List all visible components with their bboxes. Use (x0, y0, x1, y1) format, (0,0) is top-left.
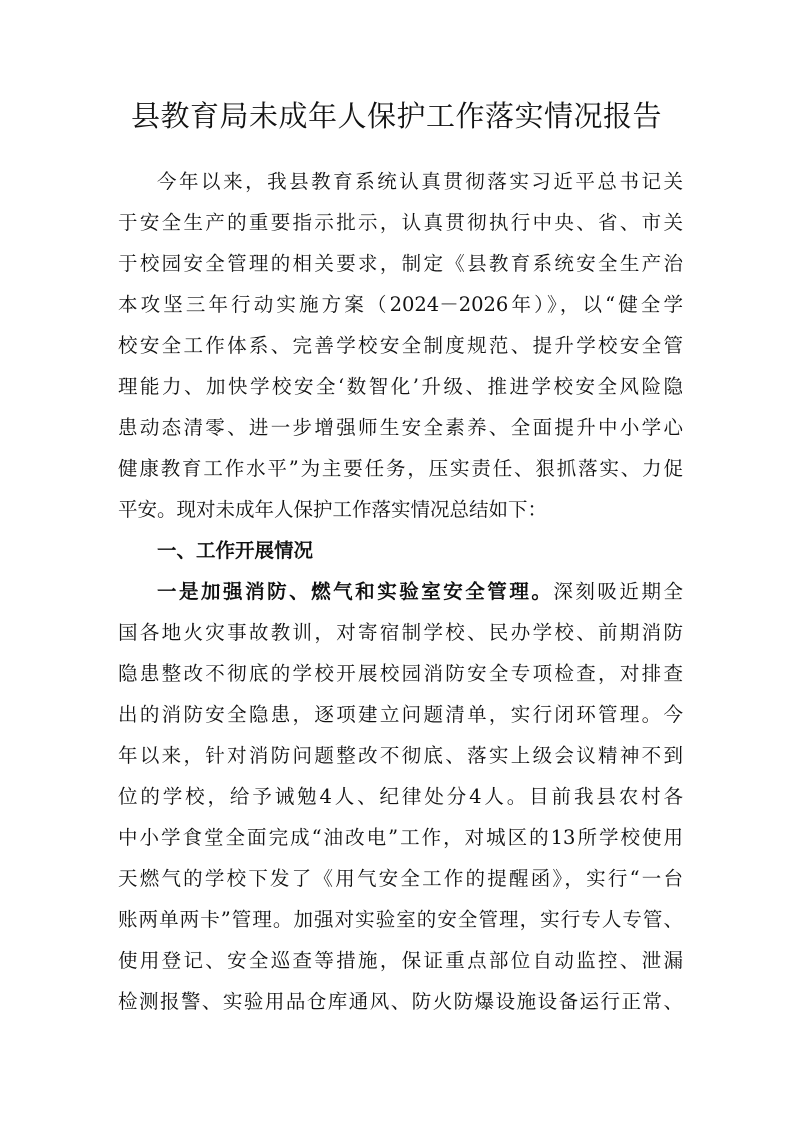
paragraph-line: 账两单两卡”管理。加强对实验室的安全管理，实行专人专管、 (118, 908, 683, 931)
paragraph-line: 今年以来，我县教育系统认真贯彻落实习近平总书记关 (157, 170, 683, 193)
paragraph-line (118, 571, 683, 612)
paragraph-line: 患动态清零、进一步增强师生安全素养、全面提升中小学心 (118, 416, 683, 439)
paragraph-line: 隐患整改不彻底的学校开展校园消防安全专项检查，对排查 (118, 662, 683, 685)
paragraph-line: 天燃气的学校下发了《用气安全工作的提醒函》，实行“一台 (118, 867, 683, 890)
paragraph-line: 健康教育工作水平”为主要任务，压实责任、狠抓落实、力促 (118, 457, 683, 480)
document-title: 县教育局未成年人保护工作落实情况报告 (130, 99, 662, 133)
paragraph-line: 平安。现对未成年人保护工作落实情况总结如下： (118, 498, 548, 521)
paragraph-line: 于安全生产的重要指示批示，认真贯彻执行中央、省、市关 (118, 211, 683, 234)
paragraph-line: 出的消防安全隐患，逐项建立问题清单，实行闭环管理。今 (118, 703, 683, 726)
section-heading: 一、工作开展情况 (157, 539, 314, 562)
paragraph-line: 理能力、加快学校安全‘数智化’升级、推进学校安全风险隐 (118, 375, 683, 398)
paragraph-line: 校安全工作体系、完善学校安全制度规范、提升学校安全管 (118, 334, 683, 357)
paragraph-line: 中小学食堂全面完成“油改电”工作，对城区的13所学校使用 (118, 826, 683, 849)
paragraph-line: 于校园安全管理的相关要求，制定《县教育系统安全生产治 (118, 252, 683, 275)
paragraph-line: 本攻坚三年行动实施方案（2024－2026年）》，以“健全学 (118, 293, 683, 316)
paragraph-line: 位的学校，给予诫勉4人、纪律处分4人。目前我县农村各 (118, 785, 683, 808)
paragraph-lead: 一是加强消防、燃气和实验室安全管理。 (157, 580, 554, 603)
paragraph-line: 使用登记、安全巡查等措施，保证重点部位自动监控、泄漏 (118, 949, 683, 972)
paragraph-lead-rest: 深刻吸近期全 (553, 580, 683, 603)
document-body (118, 161, 683, 1022)
paragraph-line: 年以来，针对消防问题整改不彻底、落实上级会议精神不到 (118, 744, 683, 767)
paragraph-line: 国各地火灾事故教训，对寄宿制学校、民办学校、前期消防 (118, 621, 683, 644)
paragraph-line: 检测报警、实验用品仓库通风、防火防爆设施设备运行正常、 (118, 990, 683, 1013)
